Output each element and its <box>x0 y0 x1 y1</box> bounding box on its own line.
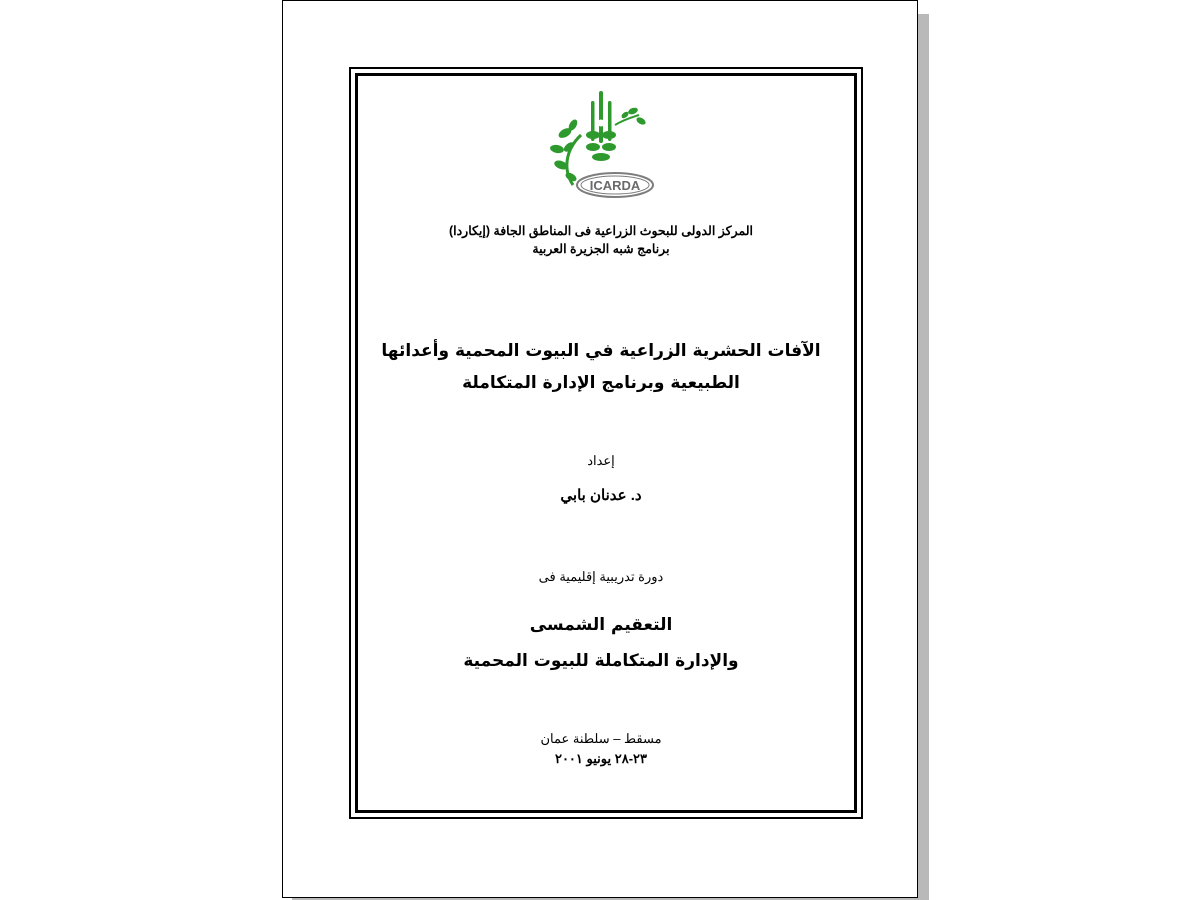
document-title-line2: الطبيعية وبرنامج الإدارة المتكاملة <box>462 373 740 393</box>
venue-date: ٢٣-٢٨ يونيو ٢٠٠١ <box>554 751 648 766</box>
course-label: دورة تدريبية إقليمية فى <box>538 569 664 584</box>
prepared-by-label: إعداد <box>587 453 615 468</box>
program-name: برنامج شبه الجزيرة العربية <box>532 242 670 256</box>
document-page <box>282 0 918 898</box>
document-title-line1: الآفات الحشرية الزراعية في البيوت المحمية وأعدائها <box>381 341 821 361</box>
course-topic-line1: التعقيم الشمسى <box>529 615 673 635</box>
logo-text: ICARDA <box>589 178 641 193</box>
course-topic-line2: والإدارة المتكاملة للبيوت المحمية <box>463 651 739 671</box>
author-name: د. عدنان بابي <box>560 487 642 504</box>
cover-content <box>283 1 919 899</box>
venue-place: مسقط – سلطنة عمان <box>540 731 662 746</box>
organization-name: المركز الدولى للبحوث الزراعية فى المناطق الجافة (إيكاردا) <box>448 224 754 238</box>
